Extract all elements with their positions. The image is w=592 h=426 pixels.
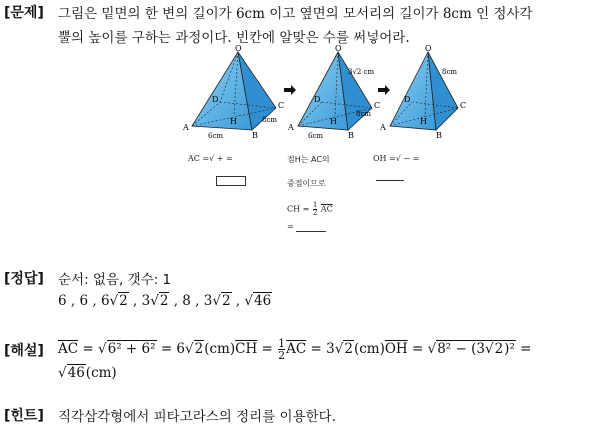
p2-label-6cm: 6cm [308,132,324,140]
p2-label-b: B [348,131,354,140]
p2-label-h: H [330,117,337,126]
answer-label: [정답] [4,271,44,287]
step2-line-1: 점H는 AC의 [287,155,330,164]
p3-label-c: C [460,101,467,110]
answer-line-1: 순서: 없음, 갯수: 1 [58,272,172,288]
p2-label-o: O [335,44,342,53]
p1-label-o: O [235,44,242,53]
p2-label-c: C [374,101,381,110]
p2-label-8cm: 8cm [356,110,372,118]
answer-values: 6 , 6 , 6√2 , 3√2 , 8 , 3√2 , √46 [58,293,272,309]
hint-label: [힌트] [4,408,44,424]
p3-label-h: H [420,117,427,126]
step3-answer-line [376,180,404,181]
step2-line-4: = [287,222,294,231]
p1-label-a: A [183,123,189,132]
p3-label-b: B [436,131,442,140]
p3-label-8cm: 8cm [442,68,458,76]
explanation-line-2: √46(cm) [58,365,117,381]
pyramid-1 [182,44,284,140]
p1-label-8cm: 8cm [262,116,278,124]
arrow-1-icon [284,85,296,95]
explanation-label: [해설] [4,343,44,359]
step1-text: AC =√ + = [188,154,233,163]
step2-line-3: CH = $\frac{1}{2}$ $\overline{AC}$ [287,201,333,217]
p2-label-3root2: 3√2 cm [348,68,375,76]
p1-label-c: C [278,101,285,110]
pyramid-3 [379,44,466,140]
problem-label: [문제] [4,5,44,21]
p1-label-h: H [230,117,237,126]
step2-line-2: 중점이므로 [287,179,326,188]
explanation-line-1: $\overline{AC} = √6^2 + 6^2 = 6√2(cm)\overline{CH}$ = $\frac{1}{2}$ $\overline{AC} = 3√2(cm)\overline{OH} = √8^2 - (3√2)^2$ = [58,337,532,362]
p1-label-6cm: 6cm [208,132,224,140]
pyramid-figure [180,44,470,144]
step3-text: OH =√ − = [373,154,420,163]
p1-label-d: D [212,95,219,104]
p3-label-d: D [404,95,411,104]
problem-line-1: 그림은 밑면의 한 변의 길이가 6cm 이고 옆면의 모서리의 길이가 8cm 인 정사각 [58,6,533,22]
pyramid-2 [287,44,380,140]
p3-label-a: A [380,123,386,132]
p2-label-a: A [288,123,294,132]
hint-text: 직각삼각형에서 피타고라스의 정리를 이용한다. [58,409,336,425]
problem-line-2: 뿔의 높이를 구하는 과정이다. 빈칸에 알맞은 수를 써넣어라. [58,30,410,46]
step2-answer-line [296,231,326,232]
p3-label-o: O [425,44,432,53]
arrow-2-icon [378,85,390,95]
p1-label-b: B [252,131,258,140]
step1-answer-box [216,176,246,186]
p2-label-d: D [314,95,321,104]
